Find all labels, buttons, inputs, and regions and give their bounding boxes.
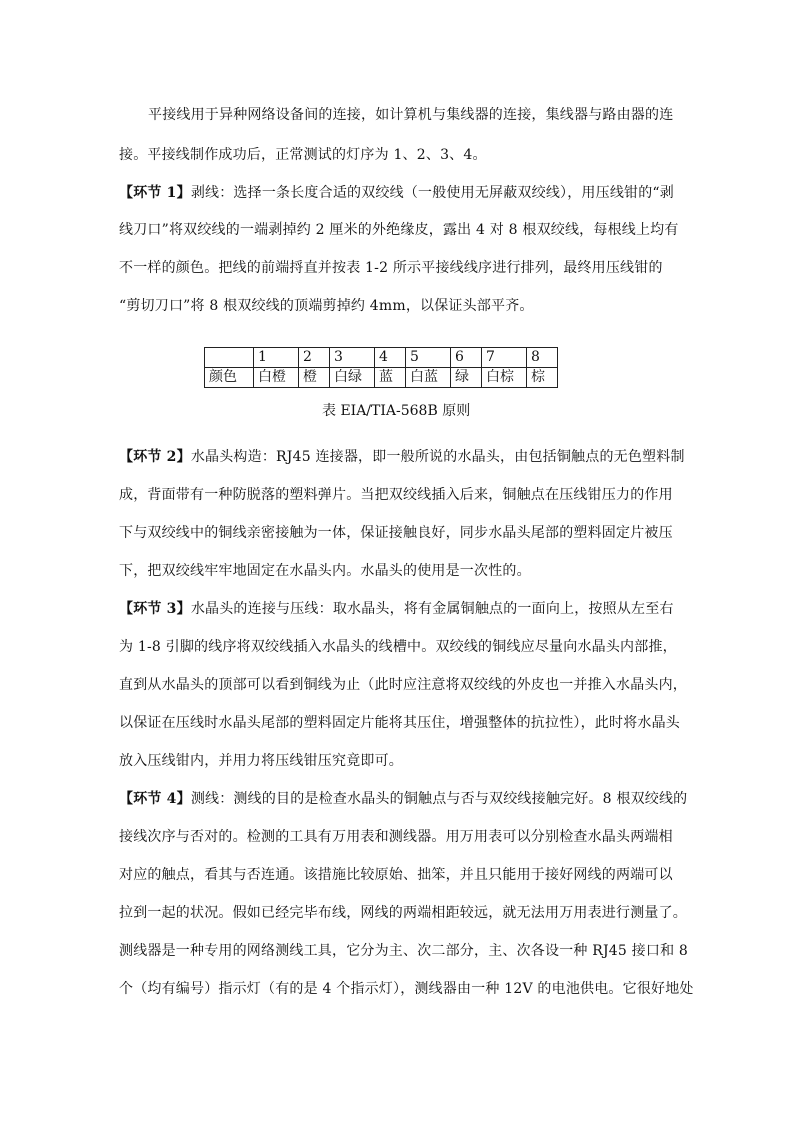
step1-line-4: “剪切刀口”将 8 根双绞线的顶端剪掉约 4mm，以保证头部平齐。 (119, 298, 534, 314)
table-header-cell: 6 (451, 348, 482, 368)
step2-line-3: 下与双绞线中的铜线亲密接触为一体，保证接触良好，同步水晶头尾部的塑料固定片被压 (119, 525, 673, 541)
table-cell: 棕 (527, 368, 558, 388)
table-cell: 白蓝 (406, 368, 451, 388)
step2-line-1 (119, 447, 685, 467)
table-cell: 颜色 (205, 368, 254, 388)
table-cell: 蓝 (375, 368, 406, 388)
table-caption: 表 EIA/TIA-568B 原则 (322, 403, 471, 419)
table-color-row (205, 368, 558, 388)
step3-line-1 (119, 599, 674, 619)
step3-line-4: 以保证在压线时水晶头尾部的塑料固定片能将其压住，增强整体的抗拉性），此时将水晶头 (119, 715, 680, 731)
step4-line-5: 测线器是一种专用的网络测线工具，它分为主、次二部分，主、次各设一种 RJ45 接口和 8 (119, 943, 689, 959)
table-cell: 白棕 (482, 368, 527, 388)
table-header-cell: 2 (299, 348, 330, 368)
table-cell: 绿 (451, 368, 482, 388)
step4-label: 【环节 4】 (119, 791, 191, 807)
intro-line-1: 平接线用于异种网络设备间的连接，如计算机与集线器的连接，集线器与路由器的连 (148, 107, 674, 123)
table-header-row (205, 348, 558, 368)
step1-line-1 (119, 183, 674, 203)
table-header-cell (205, 348, 254, 368)
step2-line-4: 下，把双绞线牢牢地固定在水晶头内。水晶头的使用是一次性的。 (119, 563, 531, 579)
table-header-cell: 3 (330, 348, 375, 368)
step3-text-1: 水晶头的连接与压线：取水晶头，将有金属铜触点的一面向上，按照从左至右 (190, 601, 674, 617)
table-cell: 白绿 (330, 368, 375, 388)
step3-label: 【环节 3】 (119, 601, 191, 617)
step3-line-5: 放入压线钳内，并用力将压线钳压究竟即可。 (119, 753, 403, 769)
step1-text-1: 剥线：选择一条长度合适的双绞线（一般使用无屏蔽双绞线），用压线钳的“剥 (190, 185, 674, 201)
wire-order-table (204, 347, 558, 388)
step1-line-2: 线刀口”将双绞线的一端剥掉约 2 厘米的外绝缘皮，露出 4 对 8 根双绞线，每根线上均有 (119, 222, 679, 238)
step4-line-3: 对应的触点，看其与否连通。该措施比较原始、拙笨，并且只能用于接好网线的两端可以 (119, 867, 673, 883)
table-header-cell: 5 (406, 348, 451, 368)
step4-text-1: 测线：测线的目的是检查水晶头的铜触点与否与双绞线接触完好。8 根双绞线的 (190, 791, 688, 807)
step2-line-2: 成，背面带有一种防脱落的塑料弹片。当把双绞线插入后来，铜触点在压线钳压力的作用 (119, 487, 673, 503)
step4-line-1 (119, 789, 687, 809)
step3-line-3: 直到从水晶头的顶部可以看到铜线为止（此时应注意将双绞线的外皮也一并推入水晶头内， (119, 677, 687, 693)
step1-line-3: 不一样的颜色。把线的前端捋直并按表 1-2 所示平接线线序进行排列，最终用压线钳的 (119, 260, 663, 276)
table-header-cell: 7 (482, 348, 527, 368)
step2-text-1: 水晶头构造：RJ45 连接器，即一般所说的水晶头，由包括铜触点的无色塑料制 (190, 449, 685, 465)
table-header-cell: 8 (527, 348, 558, 368)
step4-line-6: 个（均有编号）指示灯（有的是 4 个指示灯），测线器由一种 12V 的电池供电。它很好地处 (119, 981, 694, 997)
step2-label: 【环节 2】 (119, 449, 191, 465)
table-header-cell: 4 (375, 348, 406, 368)
table-header-cell: 1 (254, 348, 299, 368)
table-cell: 白橙 (254, 368, 299, 388)
step3-line-2: 为 1-8 引脚的线序将双绞线插入水晶头的线槽中。双绞线的铜线应尽量向水晶头内部推， (119, 639, 677, 655)
step4-line-2: 接线次序与否对的。检测的工具有万用表和测线器。用万用表可以分别检查水晶头两端相 (119, 829, 673, 845)
intro-line-2: 接。平接线制作成功后，正常测试的灯序为 1、2、3、4。 (119, 147, 487, 163)
step1-label: 【环节 1】 (119, 185, 191, 201)
step4-line-4: 拉到一起的状况。假如已经完毕布线，网线的两端相距较远，就无法用万用表进行测量了。 (119, 905, 687, 921)
table-cell: 橙 (299, 368, 330, 388)
